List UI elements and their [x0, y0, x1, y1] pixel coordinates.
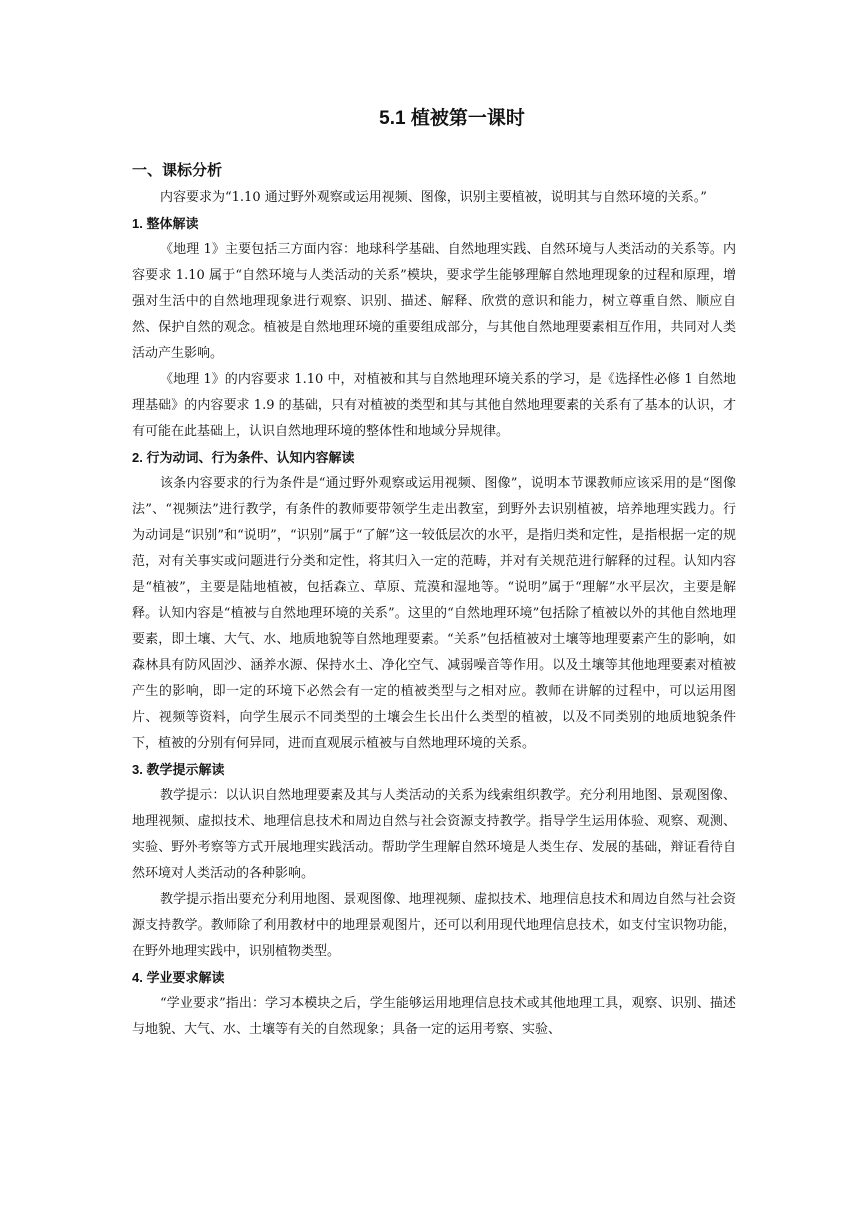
paragraph: 教学提示：以认识自然地理要素及其与人类活动的关系为线索组织教学。充分利用地图、景观图像、地理视频、虚拟技术、地理信息技术和周边自然与社会资源支持教学。指导学生运用体验、观察、观测、实验、野外考察等方式开展地理实践活动。帮助学生理解自然环境是人类生存、发展的基础，辩证看待自然环境对人类活动的各种影响。	[132, 788, 736, 881]
subsection-heading: 3. 教学提示解读	[132, 762, 225, 777]
paragraph: 内容要求为“1.10 通过野外观察或运用视频、图像，识别主要植被，说明其与自然环境的关系。”	[160, 190, 707, 205]
paragraph: 教学提示指出要充分利用地图、景观图像、地理视频、虚拟技术、地理信息技术和周边自然与社会资源支持教学。教师除了利用教材中的地理景观图片，还可以利用现代地理信息技术，如支付宝识物功能，在野外地理实践中，识别植物类型。	[132, 892, 736, 959]
paragraph: 该条内容要求的行为条件是“通过野外观察或运用视频、图像”，说明本节课教师应该采用的是“图像法”、“视频法”进行教学，有条件的教师要带领学生走出教室，到野外去识别植被，培养地理实践力。行为动词是“识别”和“说明”，“识别”属于“了解”这一较低层次的水平，是指归类和定性，是指根据一定的规范，对有关事实或问题进行分类和定性，将其归入一定的范畴，并对有关规范进行解释的过程。认知内容是“植被”，主要是陆地植被，包括森立、草原、荒漠和湿地等。“说明”属于“理解”水平层次，主要是解释。认知内容是“植被与自然地理环境的关系”。这里的“自然地理环境”包括除了植被以外的其他自然地理要素，即土壤、大气、水、地质地貌等自然地理要素。“关系”包括植被对土壤等地理要素产生的影响，如森林具有防风固沙、涵养水源、保持水土、净化空气、减弱噪音等作用。以及土壤等其他地理要素对植被产生的影响，即一定的环境下必然会有一定的植被类型与之相对应。教师在讲解的过程中，可以运用图片、视频等资料，向学生展示不同类型的土壤会生长出什么类型的植被，以及不同类别的地质地貌条件下，植被的分别有何异同，进而直观展示植被与自然地理环境的关系。	[132, 476, 736, 751]
subsection-heading: 1. 整体解读	[132, 216, 199, 231]
page-title: 5.1 植被第一课时	[379, 108, 525, 129]
document-body	[132, 157, 736, 1043]
paragraph: 《地理 1》主要包括三方面内容：地球科学基础、自然地理实践、自然环境与人类活动的关系等。内容要求 1.10 属于“自然环境与人类活动的关系”模块，要求学生能够理解自然地理现象的过程和原理，增强对生活中的自然地理现象进行观察、识别、描述、解释、欣赏的意识和能力，树立尊重自然、顺应自然、保护自然的观念。植被是自然地理环境的重要组成部分，与其他自然地理要素相互作用，共同对人类活动产生影响。	[132, 242, 736, 361]
paragraph: 《地理 1》的内容要求 1.10 中，对植被和其与自然地理环境关系的学习，是《选择性必修 1 自然地理基础》的内容要求 1.9 的基础，只有对植被的类型和其与其他自然地理要素的关系有了基本的认识，才有可能在此基础上，认识自然地理环境的整体性和地域分异规律。	[132, 372, 736, 439]
paragraph: “学业要求”指出：学习本模块之后，学生能够运用地理信息技术或其他地理工具，观察、识别、描述与地貌、大气、水、土壤等有关的自然现象；具备一定的运用考察、实验、	[132, 996, 736, 1037]
subsection-heading: 4. 学业要求解读	[132, 970, 225, 985]
subsection-heading: 2. 行为动词、行为条件、认知内容解读	[132, 450, 355, 465]
section-heading: 一、课标分析	[132, 162, 223, 179]
